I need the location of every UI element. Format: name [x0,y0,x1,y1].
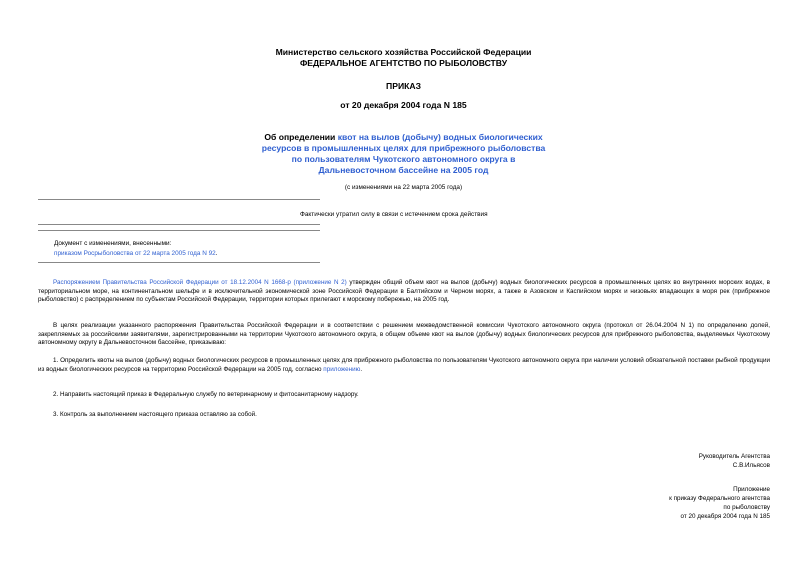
changes-suffix: . [215,250,218,257]
doc-type: ПРИКАЗ [386,81,421,91]
divider-line [38,224,320,225]
divider-line [38,262,320,263]
appendix-block [669,486,770,522]
paragraph-3-suffix: . [360,365,363,373]
decree-link[interactable]: Распоряжением Правительства Российской Федерации от 18.12.2004 N 1668-р [53,279,291,286]
paragraph-4-text: 2. Направить настоящий приказ в Федеральную службу по ветеринарному и фитосанитарному надзору. [53,391,359,398]
paragraph-3 [38,357,770,374]
appendix-line4: от 20 декабря 2004 года N 185 [680,512,770,520]
appendix-line1: Приложение [733,486,770,493]
doc-date: от 20 декабря 2004 года N 185 [340,100,467,110]
appendix-line2: к приказу Федерального агентства [669,494,770,502]
signature-name: С.В.Ильясов [732,461,770,469]
appendix-link[interactable]: приложению [323,365,361,373]
signature-role: Руководитель Агентства [698,453,770,460]
title-prefix: Об определении [264,132,338,142]
paragraph-5 [38,411,770,420]
status-note: Фактически утратил силу в связи с истечением срока действия [300,211,488,218]
paragraph-4 [38,391,770,400]
changes-label: Документ с изменениями, внесенными: [54,240,172,247]
agency-name: ФЕДЕРАЛЬНОЕ АГЕНТСТВО ПО РЫБОЛОВСТВУ [299,58,508,68]
doc-title-line4[interactable]: Дальневосточном бассейне на 2005 год [318,165,489,175]
changes-link[interactable]: приказом Росрыболовства от 22 марта 2005 года N 92 [54,250,216,257]
paragraph-1 [38,279,770,305]
paragraph-2 [38,322,770,348]
ministry-name: Министерство сельского хозяйства Российской Федерации [275,47,532,57]
paragraph-5-text: 3. Контроль за выполнением настоящего приказа оставляю за собой. [53,411,257,418]
paragraph-1-text: утвержден общий объем квот на вылов (добычу) водных биологических ресурсов в промышленных целях во внутренних морских водах, в территориальном море, на континентальном шельфе и в исключительной экономической зоне Российской Федерации в Балтийском и Черном морях, а также в Азовском и Каспийском морях и низовьях впадающих в моря рек (прибрежное рыболовство) с распределением по субъектам Российской Федерации, территории которых прилегают к морскому побережью, на 2005 год. [38,279,770,304]
paragraph-3-text: 1. Определить квоты на вылов (добычу) водных биологических ресурсов в промышленных целях для прибрежного рыболовства по пользователям Чукотского автономного округа при наличии условий обязательной поставки рыбной продукции из водных биологических ресурсов на территорию Российской Федерации на 2005 год, согласно [38,357,770,373]
revision-note: (с изменениями на 22 марта 2005 года) [344,184,463,191]
doc-title-line2[interactable]: ресурсов в промышленных целях для прибрежного рыболовства [261,143,546,153]
title-link[interactable]: квот на вылов (добычу) водных биологических [337,132,543,142]
divider-line [38,230,320,231]
appendix2-link[interactable]: (приложение N 2) [290,279,347,286]
doc-title-line3[interactable]: по пользователям Чукотского автономного округа в [291,154,516,164]
paragraph-2-text: В целях реализации указанного распоряжения Правительства Российской Федерации и в соответствии с решением межведомственной комиссии Чукотского автономного округа (протокол от 26.04.2004 N 1) по определению долей, закрепляемых за российскими заявителями, зарегистрированными на территории Чукотского автономного округа, в общем объеме квот на вылов (добычу) водных биологических ресурсов для прибрежного рыболовства, выделяемых Чукотскому автономному округу в Дальневосточном бассейне, приказываю: [38,322,770,347]
signature-block [699,453,770,471]
divider-line [38,199,320,200]
changes-line [54,250,217,258]
doc-title-line1 [0,132,807,143]
appendix-line3: по рыболовству [723,503,770,511]
